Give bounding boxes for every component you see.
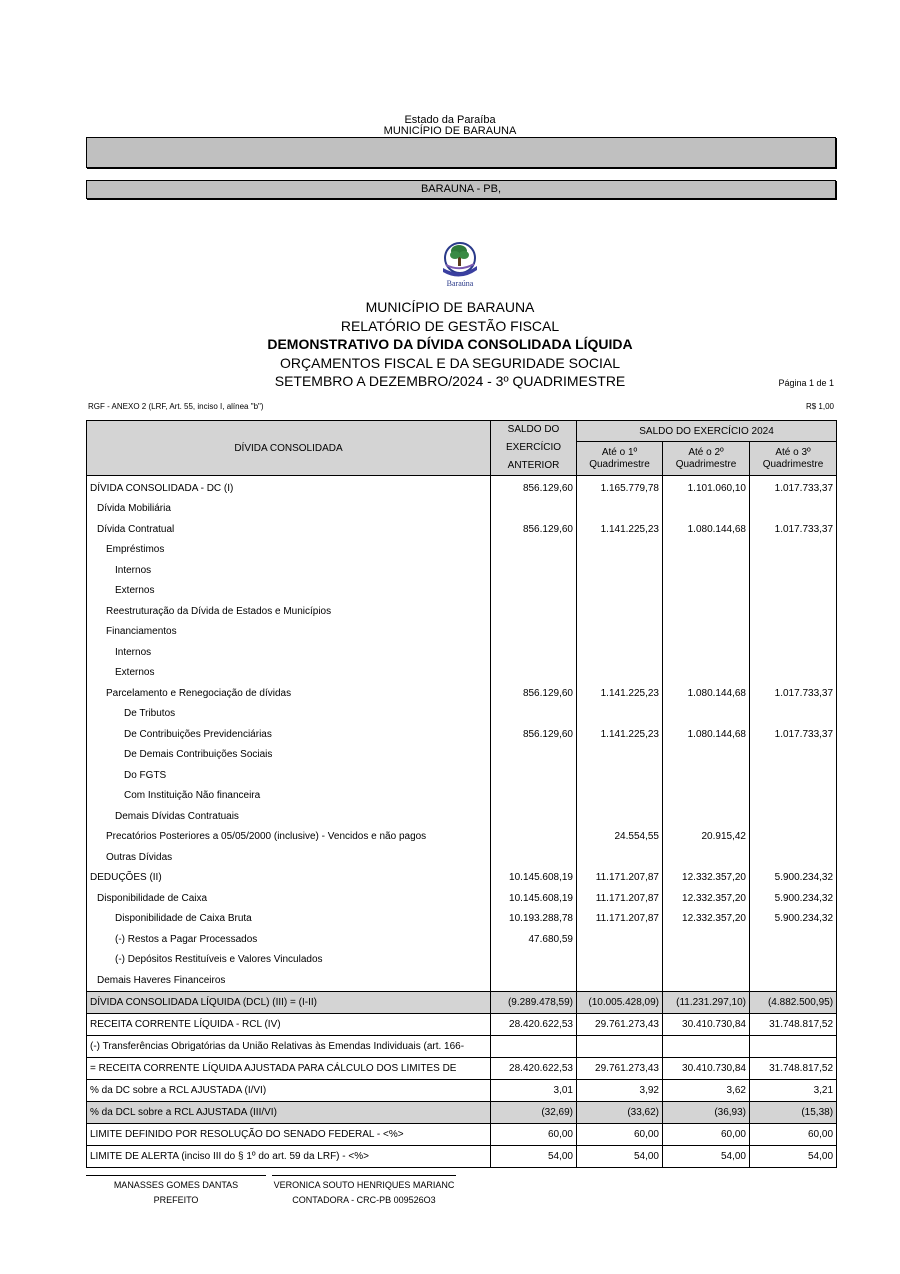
cell-q2 (663, 929, 750, 950)
cell-q2 (663, 540, 750, 561)
cell-q1: 24.554,55 (577, 827, 663, 848)
table-row (87, 476, 837, 499)
table-row (87, 1013, 837, 1035)
cell-q1: (33,62) (577, 1101, 663, 1123)
row-label: Reestruturação da Dívida de Estados e Municípios (87, 601, 491, 622)
cell-prev: 10.145.608,19 (491, 868, 577, 889)
currency-unit: R$ 1,00 (805, 402, 834, 411)
cell-prev (491, 827, 577, 848)
table-row (87, 1057, 837, 1079)
cell-q1 (577, 847, 663, 868)
cell-q2 (663, 581, 750, 602)
cell-q2: 30.410.730,84 (663, 1057, 750, 1079)
cell-q1 (577, 786, 663, 807)
cell-prev: 54,00 (491, 1145, 577, 1167)
row-label: % da DC sobre a RCL AJUSTADA (I/VI) (87, 1079, 491, 1101)
cell-q2 (663, 499, 750, 520)
cell-q2 (663, 1035, 750, 1057)
table-row (87, 601, 837, 622)
cell-prev: 10.145.608,19 (491, 888, 577, 909)
cell-q1: 29.761.273,43 (577, 1013, 663, 1035)
table-row (87, 519, 837, 540)
table-row (87, 745, 837, 766)
cell-q1 (577, 970, 663, 991)
signatory-name: MANASSES GOMES DANTAS (113, 1180, 239, 1190)
debt-table (86, 420, 837, 1168)
state-name: Estado da Paraíba (404, 114, 496, 126)
cell-q2 (663, 601, 750, 622)
cell-prev: 856.129,60 (491, 476, 577, 499)
cell-q2 (663, 806, 750, 827)
header-blank-bar (86, 137, 836, 168)
row-label: (-) Depósitos Restituíveis e Valores Vinculados (87, 950, 491, 971)
city-bar: BARAUNA - PB, (86, 180, 836, 199)
cell-prev: 856.129,60 (491, 519, 577, 540)
table-row (87, 704, 837, 725)
row-label: Internos (87, 560, 491, 581)
municipality-name: MUNICÍPIO DE BARAUNA (383, 125, 517, 137)
row-label: RECEITA CORRENTE LÍQUIDA - RCL (IV) (87, 1013, 491, 1035)
cell-q2: 20.915,42 (663, 827, 750, 848)
cell-q1 (577, 499, 663, 520)
cell-prev (491, 806, 577, 827)
cell-q2 (663, 786, 750, 807)
header-q2: Até o 2º Quadrimestre (663, 442, 750, 476)
table-row (87, 1035, 837, 1057)
header-current-year-group: SALDO DO EXERCÍCIO 2024 (577, 421, 837, 442)
cell-q2 (663, 970, 750, 991)
cell-q2: 1.080.144,68 (663, 724, 750, 745)
table-row (87, 929, 837, 950)
cell-q2: 30.410.730,84 (663, 1013, 750, 1035)
cell-q2: 54,00 (663, 1145, 750, 1167)
cell-q2: 1.080.144,68 (663, 519, 750, 540)
cell-q3: 5.900.234,32 (750, 888, 837, 909)
cell-q2: 12.332.357,20 (663, 909, 750, 930)
cell-q1 (577, 560, 663, 581)
cell-q3 (750, 704, 837, 725)
table-row (87, 991, 837, 1013)
table-row (87, 970, 837, 991)
cell-prev: (32,69) (491, 1101, 577, 1123)
cell-prev: 47.680,59 (491, 929, 577, 950)
cell-q1 (577, 663, 663, 684)
row-label: DÍVIDA CONSOLIDADA LÍQUIDA (DCL) (III) = (I-II) (87, 991, 491, 1013)
cell-q2 (663, 560, 750, 581)
cell-q3 (750, 929, 837, 950)
cell-q2: 1.080.144,68 (663, 683, 750, 704)
row-label: DÍVIDA CONSOLIDADA - DC (I) (87, 476, 491, 499)
cell-q1: 1.165.779,78 (577, 476, 663, 499)
signatory-name: VERONICA SOUTO HENRIQUES MARIANC (273, 1180, 455, 1190)
cell-q3: 1.017.733,37 (750, 724, 837, 745)
row-label: Financiamentos (87, 622, 491, 643)
table-row (87, 663, 837, 684)
cell-q1: 11.171.207,87 (577, 909, 663, 930)
row-label: Do FGTS (87, 765, 491, 786)
cell-q1 (577, 745, 663, 766)
row-label: Demais Dívidas Contratuais (87, 806, 491, 827)
cell-q3: (4.882.500,95) (750, 991, 837, 1013)
row-label: De Contribuições Previdenciárias (87, 724, 491, 745)
cell-q1 (577, 806, 663, 827)
cell-prev (491, 560, 577, 581)
title-municipality: MUNICÍPIO DE BARAUNA (365, 299, 535, 315)
cell-q2: 1.101.060,10 (663, 476, 750, 499)
cell-prev: 856.129,60 (491, 724, 577, 745)
row-label: De Tributos (87, 704, 491, 725)
cell-q1 (577, 540, 663, 561)
cell-prev (491, 642, 577, 663)
row-label: Externos (87, 663, 491, 684)
cell-q1 (577, 929, 663, 950)
row-label: Empréstimos (87, 540, 491, 561)
table-row (87, 560, 837, 581)
table-row (87, 827, 837, 848)
row-label: Internos (87, 642, 491, 663)
table-row (87, 868, 837, 889)
table-row (87, 786, 837, 807)
cell-q1: (10.005.428,09) (577, 991, 663, 1013)
table-row (87, 765, 837, 786)
cell-q3 (750, 827, 837, 848)
cell-prev (491, 786, 577, 807)
cell-q3 (750, 642, 837, 663)
cell-q3 (750, 663, 837, 684)
cell-q3: 5.900.234,32 (750, 909, 837, 930)
cell-prev (491, 745, 577, 766)
cell-q1: 11.171.207,87 (577, 888, 663, 909)
cell-q2 (663, 663, 750, 684)
cell-q3 (750, 786, 837, 807)
signature-mayor (86, 1175, 266, 1208)
cell-q3: 1.017.733,37 (750, 519, 837, 540)
cell-prev (491, 847, 577, 868)
cell-prev (491, 622, 577, 643)
cell-prev: 28.420.622,53 (491, 1057, 577, 1079)
cell-prev: 60,00 (491, 1123, 577, 1145)
row-label: Precatórios Posteriores a 05/05/2000 (inclusive) - Vencidos e não pagos (87, 827, 491, 848)
row-label: LIMITE DE ALERTA (inciso III do § 1º do art. 59 da LRF) - <%> (87, 1145, 491, 1167)
cell-q2: (36,93) (663, 1101, 750, 1123)
table-row (87, 1101, 837, 1123)
signature-line (86, 1175, 266, 1176)
cell-q2 (663, 765, 750, 786)
cell-prev (491, 499, 577, 520)
cell-q2: 12.332.357,20 (663, 868, 750, 889)
cell-q1: 1.141.225,23 (577, 683, 663, 704)
cell-prev (491, 704, 577, 725)
cell-q1 (577, 704, 663, 725)
row-label: LIMITE DEFINIDO POR RESOLUÇÃO DO SENADO FEDERAL - <%> (87, 1123, 491, 1145)
table-row (87, 806, 837, 827)
cell-q3 (750, 806, 837, 827)
cell-q1: 3,92 (577, 1079, 663, 1101)
cell-q1 (577, 950, 663, 971)
cell-q3: 1.017.733,37 (750, 476, 837, 499)
header-q3: Até o 3º Quadrimestre (750, 442, 837, 476)
row-label: (-) Transferências Obrigatórias da União Relativas às Emendas Individuais (art. 166- (87, 1035, 491, 1057)
signature-line (272, 1175, 456, 1176)
table-row (87, 581, 837, 602)
svg-text:Baraúna: Baraúna (446, 279, 474, 288)
cell-q3 (750, 765, 837, 786)
row-label: Externos (87, 581, 491, 602)
cell-q3 (750, 1035, 837, 1057)
cell-q2 (663, 704, 750, 725)
table-row (87, 1145, 837, 1167)
cell-q2: 12.332.357,20 (663, 888, 750, 909)
header-q1: Até o 1º Quadrimestre (577, 442, 663, 476)
cell-q2 (663, 847, 750, 868)
cell-prev (491, 581, 577, 602)
cell-q2 (663, 950, 750, 971)
title-budget: ORÇAMENTOS FISCAL E DA SEGURIDADE SOCIAL (280, 354, 620, 371)
cell-q3 (750, 622, 837, 643)
page-number: Página 1 de 1 (778, 378, 834, 388)
title-statement: DEMONSTRATIVO DA DÍVIDA CONSOLIDADA LÍQUIDA (267, 336, 633, 352)
row-label: Com Instituição Não financeira (87, 786, 491, 807)
cell-q2 (663, 622, 750, 643)
cell-prev (491, 950, 577, 971)
cell-q1: 60,00 (577, 1123, 663, 1145)
cell-q1 (577, 622, 663, 643)
municipal-coat-of-arms-icon (438, 240, 482, 288)
signature-accountant (272, 1175, 456, 1208)
header-debt-consolidated: DÍVIDA CONSOLIDADA (87, 421, 491, 476)
table-row (87, 888, 837, 909)
cell-q3 (750, 581, 837, 602)
cell-q2 (663, 642, 750, 663)
table-row (87, 724, 837, 745)
title-report: RELATÓRIO DE GESTÃO FISCAL (340, 317, 560, 334)
cell-prev (491, 970, 577, 991)
cell-prev: 856.129,60 (491, 683, 577, 704)
row-label: Disponibilidade de Caixa Bruta (87, 909, 491, 930)
table-row (87, 683, 837, 704)
row-label: Demais Haveres Financeiros (87, 970, 491, 991)
cell-q1: 11.171.207,87 (577, 868, 663, 889)
cell-q2: 60,00 (663, 1123, 750, 1145)
cell-prev (491, 540, 577, 561)
cell-prev: 3,01 (491, 1079, 577, 1101)
cell-q3 (750, 601, 837, 622)
annex-reference: RGF - ANEXO 2 (LRF, Art. 55, inciso I, alínea "b") (88, 402, 264, 411)
cell-q3: 54,00 (750, 1145, 837, 1167)
row-label: (-) Restos a Pagar Processados (87, 929, 491, 950)
signatory-role: PREFEITO (153, 1195, 199, 1205)
signatory-role: CONTADORA - CRC-PB 009526O3 (292, 1195, 436, 1205)
table-row (87, 1123, 837, 1145)
cell-prev (491, 663, 577, 684)
row-label: % da DCL sobre a RCL AJUSTADA (III/VI) (87, 1101, 491, 1123)
cell-q3 (750, 970, 837, 991)
cell-q2 (663, 745, 750, 766)
cell-q3 (750, 847, 837, 868)
table-row (87, 847, 837, 868)
cell-q1: 1.141.225,23 (577, 519, 663, 540)
cell-q1 (577, 1035, 663, 1057)
cell-prev (491, 601, 577, 622)
table-row (87, 642, 837, 663)
cell-q3: 3,21 (750, 1079, 837, 1101)
cell-prev: (9.289.478,59) (491, 991, 577, 1013)
cell-prev (491, 765, 577, 786)
cell-prev (491, 1035, 577, 1057)
cell-q1 (577, 642, 663, 663)
title-period: SETEMBRO A DEZEMBRO/2024 - 3º QUADRIMESTRE (274, 373, 626, 389)
cell-prev: 28.420.622,53 (491, 1013, 577, 1035)
table-row (87, 540, 837, 561)
cell-q3 (750, 560, 837, 581)
cell-q1 (577, 765, 663, 786)
cell-q2: 3,62 (663, 1079, 750, 1101)
cell-q3: 5.900.234,32 (750, 868, 837, 889)
cell-q1: 29.761.273,43 (577, 1057, 663, 1079)
cell-q3 (750, 499, 837, 520)
row-label: Disponibilidade de Caixa (87, 888, 491, 909)
cell-q3: 60,00 (750, 1123, 837, 1145)
cell-q3 (750, 745, 837, 766)
header-previous-balance: SALDO DO EXERCÍCIO ANTERIOR (491, 421, 577, 476)
table-row (87, 909, 837, 930)
cell-q3: 31.748.817,52 (750, 1057, 837, 1079)
report-titles (0, 298, 900, 391)
cell-q1: 54,00 (577, 1145, 663, 1167)
row-label: Outras Dívidas (87, 847, 491, 868)
cell-q1: 1.141.225,23 (577, 724, 663, 745)
table-row (87, 950, 837, 971)
table-row (87, 622, 837, 643)
cell-prev: 10.193.288,78 (491, 909, 577, 930)
table-row (87, 499, 837, 520)
cell-q3: 31.748.817,52 (750, 1013, 837, 1035)
row-label: DEDUÇÕES (II) (87, 868, 491, 889)
cell-q2: (11.231.297,10) (663, 991, 750, 1013)
row-label: Dívida Mobiliária (87, 499, 491, 520)
row-label: Parcelamento e Renegociação de dívidas (87, 683, 491, 704)
row-label: De Demais Contribuições Sociais (87, 745, 491, 766)
row-label: = RECEITA CORRENTE LÍQUIDA AJUSTADA PARA CÁLCULO DOS LIMITES DE (87, 1057, 491, 1079)
row-label: Dívida Contratual (87, 519, 491, 540)
cell-q3: 1.017.733,37 (750, 683, 837, 704)
cell-q1 (577, 581, 663, 602)
cell-q1 (577, 601, 663, 622)
cell-q3 (750, 540, 837, 561)
cell-q3 (750, 950, 837, 971)
table-row (87, 1079, 837, 1101)
cell-q3: (15,38) (750, 1101, 837, 1123)
